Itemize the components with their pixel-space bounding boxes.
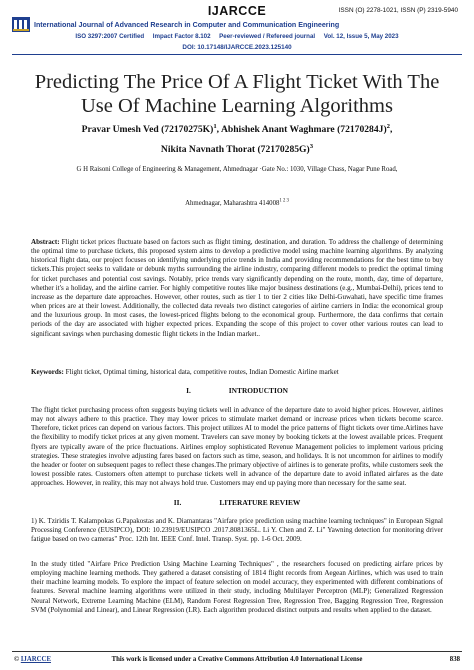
author-2: , Abhishek Anant Waghmare (72170284J)	[216, 124, 387, 135]
author-1: Pravar Umesh Ved (72170275K)	[81, 124, 214, 135]
section-heading-introduction	[0, 386, 474, 395]
author-separator: ,	[390, 124, 393, 135]
affiliation-line-2	[0, 200, 474, 207]
issn: ISSN (O) 2278-1021, ISSN (P) 2319-5940	[338, 7, 458, 14]
author-3-affil: 3	[309, 142, 314, 150]
affiliation-line-1: G H Raisoni College of Engineering & Management, Ahmednagar ·Gate No.: 1030, Village Chass, Nagar Pune Road,	[76, 166, 398, 173]
keywords-label: Keywords:	[31, 368, 64, 376]
journal-meta: ISO 3297:2007 Certified Impact Factor 8.102 Peer-reviewed / Refereed journal Vol. 12, Issue 5, May 2023	[75, 33, 399, 40]
abstract-label: Abstract:	[31, 238, 60, 246]
author-3: Nikita Navnath Thorat (72170285G)	[160, 144, 310, 155]
section-number: I.	[186, 386, 191, 395]
affiliation-city: Ahmednagar, Maharashtra 414008	[185, 200, 280, 207]
introduction-paragraph: The flight ticket purchasing process often suggests buying tickets well in advance of the departure date to avoid higher prices. However, airlines may not always adhere to this practice. They may lower prices to stimulate market demand or increase prices when tickets become scarce. Therefore, ticket prices can depend on various factors. This project utilizes AI to model the price patterns of flight tickets over time.Airlines have the flexibility to modify ticket prices at any given moment. Travelers can save money by booking tickets at the lowest available prices. Frequent flyers are typically aware of the price fluctuations. Airlines employ sophisticated Revenue Management policies to implement various pricing strategies. These strategies involve adjusting fares based on factors such as time, season, and holidays. It is not uncommon for airlines to modify the header or footer on subsequent pages to reflect these changes.The primary objective of airlines is to generate profits, while customers seek the lowest possible rates. Customers often attempt to purchase tickets well in advance of the departure date to avoid inflated airfares as the date approaches. However, in reality, this may not always hold true. Customers may end up paying more than necessary for the same seat.	[31, 406, 443, 488]
abstract-text: Flight ticket prices fluctuate based on factors such as flight timing, destination, and duration. To address the challenge of determining the optimal time to purchase tickets, this proposed system aims to develop a predictive model using machine learning algorithms. By analyzing historical flight data, our project focuses on identifying underlying price trends in India and providing recommendations for the best time to buy tickets.This project seeks to validate or debunk myths surrounding the airline industry, comparing different models to predict the optimal timing for ticket purchases and potential cost savings. Notably, price trends vary significantly depending on the route, month, day, time of departure, whether it's a holiday, and the airline carrier. For highly competitive routes like major business destinations (e.g., Mumbai-Delhi), prices tend to increase as the departure date approaches. However, other routes, such as tier 1 to tier 2 cities like Delhi-Guwahati, have specific time frames when prices are at their lowest. Additionally, the collected data reveals two distinct categories of airline carriers in India: the economical group and the luxurious group. In most cases, the lowest-priced flights belong to the economical group. Furthermore, the data confirms that certain periods of the day are associated with higher expected prices. Expanding the scope of this project to cover other various routes can lead to significant savings when purchasing domestic flight tickets in the Indian market..	[31, 238, 443, 338]
footer-divider	[12, 651, 462, 652]
authors-line-2	[0, 144, 474, 155]
journal-name: International Journal of Advanced Research in Computer and Communication Engineering	[34, 21, 340, 29]
author-1-affil: 1	[213, 122, 217, 130]
copyright-symbol: ©	[14, 656, 20, 663]
header-divider	[12, 54, 462, 55]
journal-link[interactable]: IJARCCE	[20, 656, 51, 663]
affiliation-marks: 1 2 3	[279, 198, 289, 204]
page-number: 838	[449, 656, 460, 663]
section-number: II.	[173, 498, 182, 507]
abstract	[31, 238, 443, 339]
doi[interactable]: DOI: 10.17148/IJARCCE.2023.125140	[182, 44, 292, 51]
section-title: INTRODUCTION	[228, 386, 288, 395]
author-2-affil: 2	[386, 122, 390, 130]
authors-line-1	[0, 124, 474, 135]
keywords	[31, 368, 443, 377]
section-heading-literature-review	[0, 498, 474, 507]
footer-license: This work is licensed under a Creative Commons Attribution 4.0 International License	[111, 656, 363, 663]
literature-reference-1: 1) K. Tziridis T. Kalampokas G.Papakostas and K. Diamantaras "Airfare price prediction using machine learning techniques" in European Signal Processing Conference (EUSIPCO), DOI: 10.23919/EUSIPCO .2017.8081365L. Li Y. Chen and Z. Li" Yawning detection for monitoring driver fatigue based on two cameras" Proc. 12th Int. IEEE Conf. Intel. Transp. Syst. pp. 1-6 Oct. 2009.	[31, 517, 443, 544]
literature-study-paragraph: In the study titled "Airfare Price Prediction Using Machine Learning Techniques" , the researchers focused on predicting airfare prices by employing machine learning methods. They gathered a dataset consisting of 1814 flight records from Aegean Airlines, which was used to train their machine learning models. To explore the impact of feature selection on model accuracy, they experimented with different combinations of features. Several machine learning algorithms were utilized in their study, including Multilayer Perceptron (MLP); Generalized Regression Neural Network, Extreme Learning Machine (ELM), Random Forest Regression Tree, Regression Tree, Bagging Regression Tree, Regression SVM (Polynomial and Linear), and Linear Regression (LR). Each algorithm produced distinct outputs and results when applied to the dataset.	[31, 560, 443, 614]
keywords-text: Flight ticket, Optimal timing, historical data, competitive routes, Indian Domestic Airline market	[63, 368, 339, 376]
section-title: LITERATURE REVIEW	[219, 498, 301, 507]
paper-title: Predicting The Price Of A Flight Ticket With The Use Of Machine Learning Algorithms	[34, 71, 440, 117]
journal-abbreviation: IJARCCE	[207, 4, 267, 18]
journal-logo-icon	[12, 17, 30, 32]
